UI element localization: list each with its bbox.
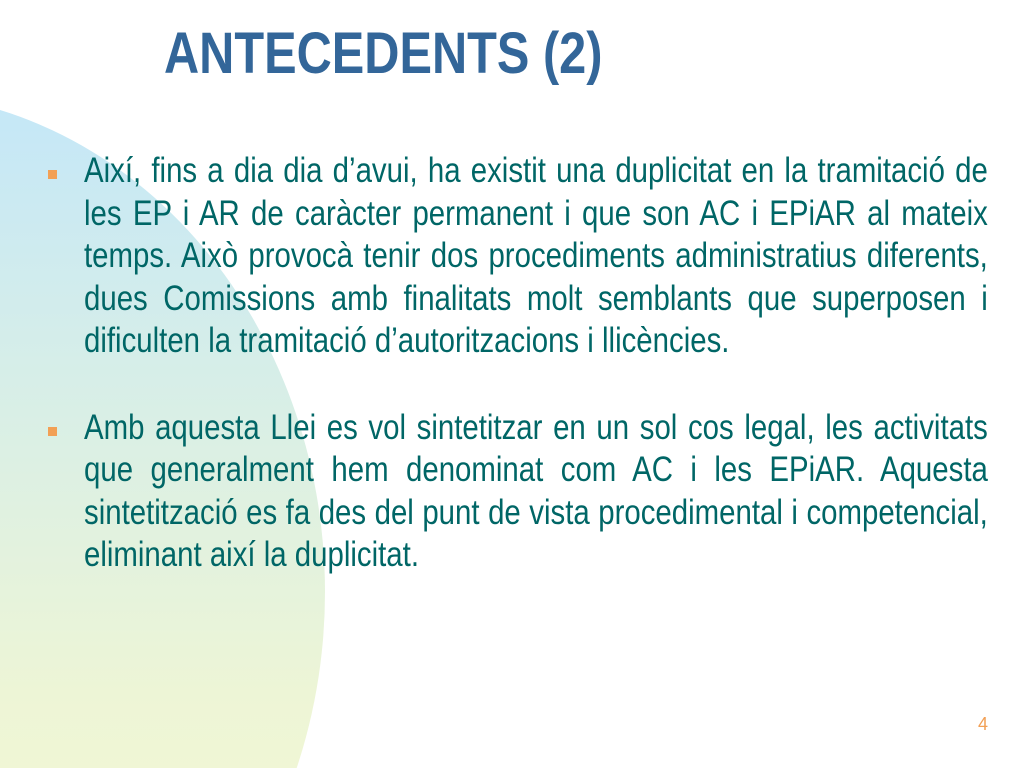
bullet-text xyxy=(84,150,988,363)
bullet-item xyxy=(44,407,988,577)
page-number: 4 xyxy=(977,714,988,734)
bullet-text-content: Així, fins a dia dia d’avui, ha existit una duplicitat en la tramitació de les EP i AR de caràcter permanent i que son AC i EPiAR al mateix temps. Això provocà tenir dos procediments administratius diferents, dues Comissions amb finalitats molt semblants que superposen i dificulten la tramitació d’autoritzacions i llicències. xyxy=(84,151,988,360)
bullet-item xyxy=(44,150,988,363)
bullet-text-content: Amb aquesta Llei es vol sintetitzar en un sol cos legal, les activitats que generalment hem denominat com AC i les EPiAR. Aquesta sintetització es fa des del punt de vista procedimental i competencial, eliminant així la duplicitat. xyxy=(84,407,988,574)
slide-title: ANTECEDENTS (2) xyxy=(164,21,603,86)
bullet-list xyxy=(44,150,988,577)
square-bullet-icon xyxy=(48,427,57,436)
square-bullet-icon xyxy=(48,170,57,179)
bullet-text xyxy=(84,407,988,577)
